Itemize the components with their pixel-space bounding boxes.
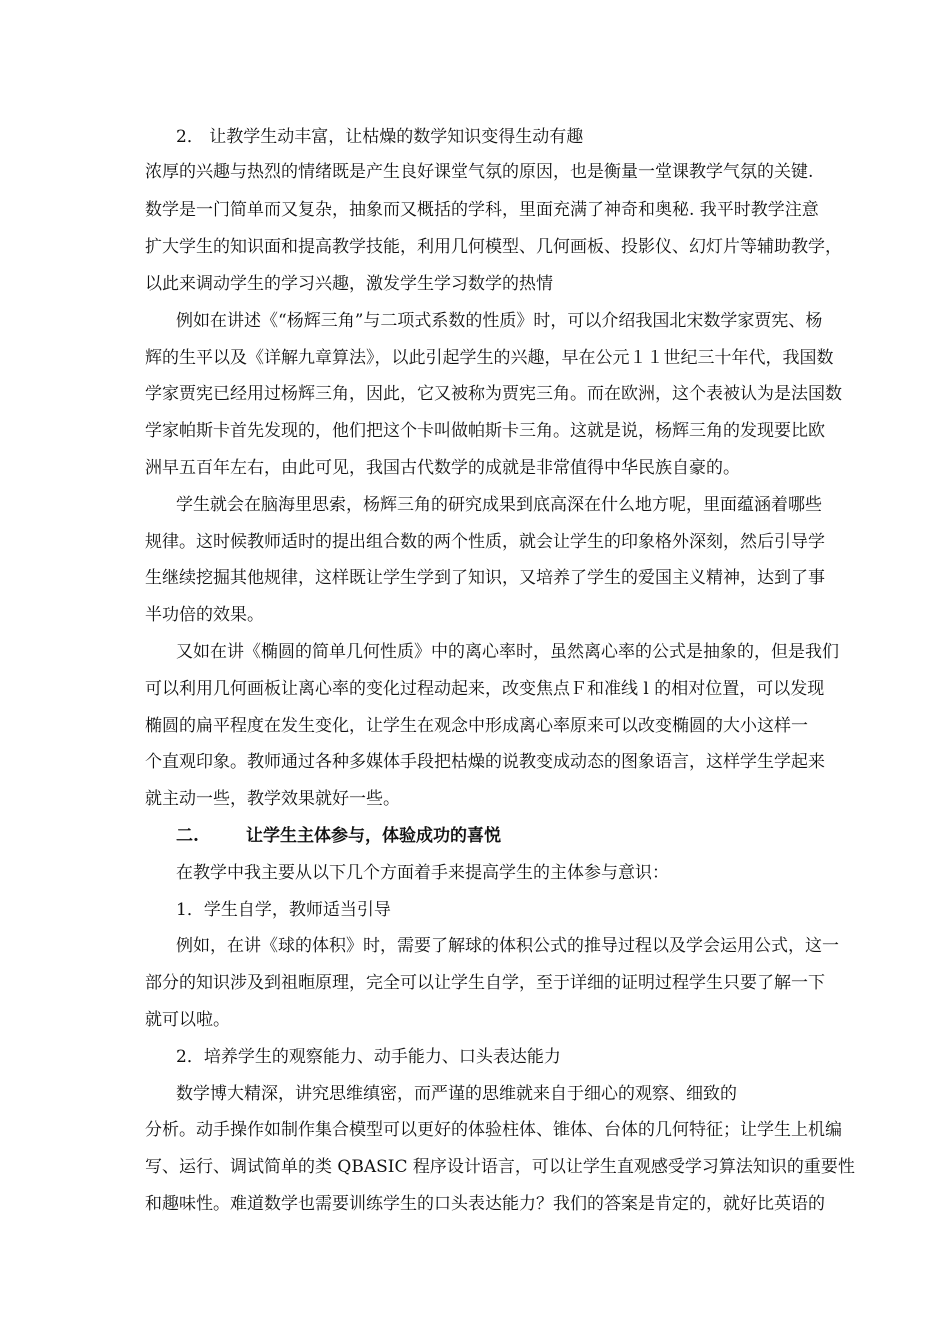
paragraph-line: 规律。这时候教师适时的提出组合数的两个性质，就会让学生的印象格外深刻，然后引导学 — [145, 532, 825, 552]
section-number: 二. — [176, 826, 199, 846]
paragraph-line: 就主动一些，教学效果就好一些。 — [145, 789, 400, 809]
paragraph-line: 在教学中我主要从以下几个方面着手来提高学生的主体参与意识： — [176, 863, 669, 883]
paragraph-line: 半功倍的效果。 — [145, 605, 264, 625]
subheading-2: 2． 让教学生动丰富，让枯燥的数学知识变得生动有趣 — [176, 127, 584, 147]
paragraph-line: 辉的生平以及《详解九章算法》，以此引起学生的兴趣，早在公元１１世纪三十年代，我国数 — [145, 348, 834, 368]
paragraph-line: 生继续挖掘其他规律，这样既让学生学到了知识，又培养了学生的爱国主义精神，达到了事 — [145, 568, 825, 588]
paragraph-line: 写、运行、调试简单的类 QBASIC 程序设计语言，可以让学生直观感受学习算法知识的重要性 — [145, 1157, 855, 1177]
subheading-1: 1．学生自学，教师适当引导 — [176, 900, 391, 920]
paragraph-line: 又如在讲《椭圆的简单几何性质》中的离心率时，虽然离心率的公式是抽象的，但是我们 — [176, 642, 839, 662]
paragraph-line: 就可以啦。 — [145, 1010, 230, 1030]
section-title: 让学生主体参与，体验成功的喜悦 — [246, 826, 501, 846]
paragraph-line: 分析。动手操作如制作集合模型可以更好的体验柱体、锥体、台体的几何特征；让学生上机编 — [145, 1120, 842, 1140]
paragraph-line: 例如在讲述《“杨辉三角”与二项式系数的性质》时，可以介绍我国北宋数学家贾宪、杨 — [176, 311, 823, 331]
paragraph-line: 浓厚的兴趣与热烈的情绪既是产生良好课堂气氛的原因，也是衡量一堂课教学气氛的关键. — [145, 162, 814, 182]
paragraph-line: 和趣味性。难道数学也需要训练学生的口头表达能力？我们的答案是肯定的，就好比英语的 — [145, 1194, 825, 1214]
paragraph-line: 学生就会在脑海里思索，杨辉三角的研究成果到底高深在什么地方呢，里面蕴涵着哪些 — [176, 495, 822, 515]
paragraph-line: 数学博大精深，讲究思维缜密，而严谨的思维就来自于细心的观察、细致的 — [176, 1084, 737, 1104]
paragraph-line: 以此来调动学生的学习兴趣，激发学生学习数学的热情 — [145, 274, 553, 294]
paragraph-line: 个直观印象。教师通过各种多媒体手段把枯燥的说教变成动态的图象语言，这样学生学起来 — [145, 752, 825, 772]
subheading-2b: 2．培养学生的观察能力、动手能力、口头表达能力 — [176, 1047, 561, 1067]
paragraph-line: 例如，在讲《球的体积》时，需要了解球的体积公式的推导过程以及学会运用公式，这一 — [176, 936, 839, 956]
paragraph-line: 可以利用几何画板让离心率的变化过程动起来，改变焦点Ｆ和准线 l 的相对位置，可以发现 — [145, 679, 825, 699]
paragraph-line: 数学是一门简单而又复杂，抽象而又概括的学科，里面充满了神奇和奥秘. 我平时教学注意 — [145, 200, 819, 220]
paragraph-line: 椭圆的扁平程度在发生变化，让学生在观念中形成离心率原来可以改变椭圆的大小这样一 — [145, 716, 808, 736]
paragraph-line: 部分的知识涉及到祖暅原理，完全可以让学生自学，至于详细的证明过程学生只要了解一下 — [145, 973, 825, 993]
paragraph-line: 洲早五百年左右，由此可见，我国古代数学的成就是非常值得中华民族自豪的。 — [145, 458, 740, 478]
paragraph-line: 学家贾宪已经用过杨辉三角，因此，它又被称为贾宪三角。而在欧洲，这个表被认为是法国数 — [145, 384, 842, 404]
paragraph-line: 扩大学生的知识面和提高教学技能，利用几何模型、几何画板、投影仪、幻灯片等辅助教学， — [145, 237, 842, 257]
paragraph-line: 学家帕斯卡首先发现的，他们把这个卡叫做帕斯卡三角。这就是说，杨辉三角的发现要比欧 — [145, 421, 825, 441]
